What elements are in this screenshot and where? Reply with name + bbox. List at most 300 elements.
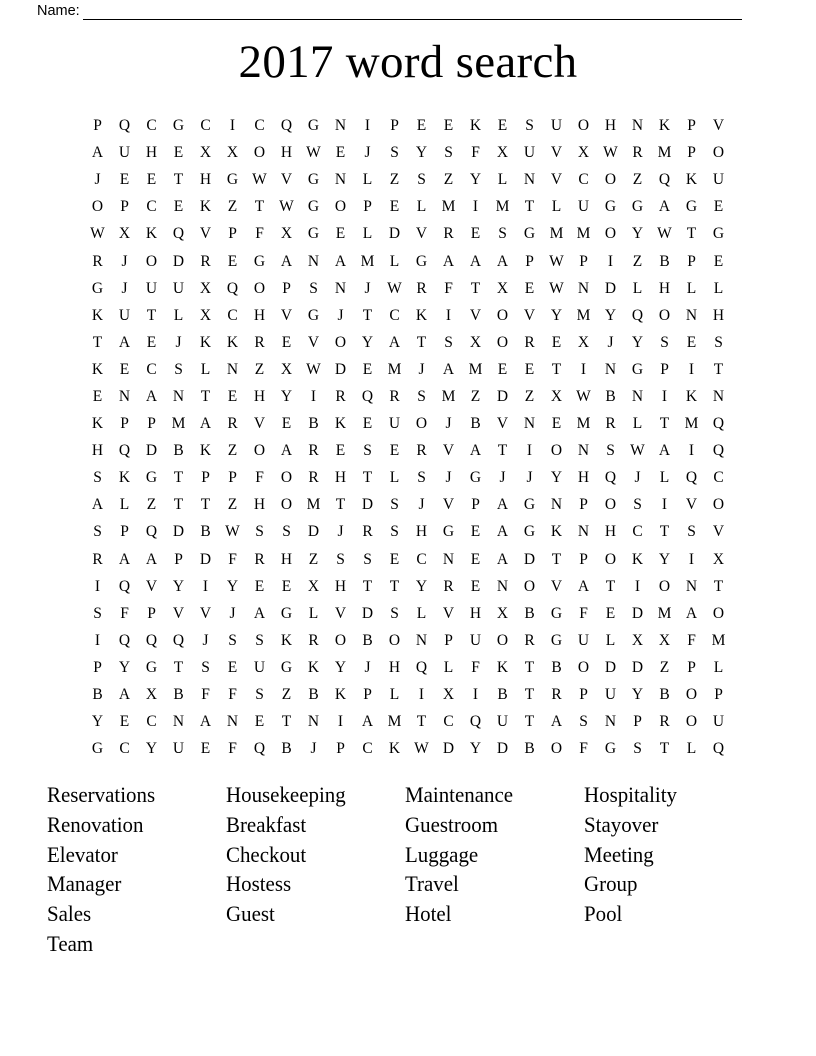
grid-letter[interactable]: V — [712, 523, 725, 541]
grid-letter[interactable]: A — [685, 604, 698, 622]
grid-letter[interactable]: P — [471, 496, 480, 514]
grid-letter[interactable]: N — [496, 577, 509, 595]
grid-letter[interactable]: M — [657, 604, 672, 622]
grid-letter[interactable]: Z — [632, 171, 643, 189]
grid-letter[interactable]: O — [496, 631, 509, 649]
grid-letter[interactable]: I — [229, 117, 236, 135]
grid-letter[interactable]: R — [416, 442, 427, 460]
grid-letter[interactable]: N — [334, 279, 347, 297]
grid-letter[interactable]: S — [498, 225, 507, 243]
grid-letter[interactable]: L — [443, 658, 454, 676]
grid-letter[interactable]: M — [711, 631, 726, 649]
grid-letter[interactable]: J — [202, 631, 209, 649]
grid-letter[interactable]: S — [93, 604, 102, 622]
grid-letter[interactable]: Q — [712, 740, 725, 758]
grid-letter[interactable]: A — [199, 713, 212, 731]
grid-letter[interactable]: T — [173, 469, 184, 487]
grid-letter[interactable]: N — [604, 713, 617, 731]
grid-letter[interactable]: P — [444, 631, 453, 649]
grid-letter[interactable]: I — [472, 198, 479, 216]
grid-letter[interactable]: L — [686, 740, 697, 758]
grid-letter[interactable]: E — [227, 658, 238, 676]
grid-letter[interactable]: G — [91, 279, 104, 297]
grid-letter[interactable]: E — [443, 117, 454, 135]
grid-letter[interactable]: X — [199, 306, 212, 324]
grid-letter[interactable]: A — [469, 252, 482, 270]
grid-letter[interactable]: O — [712, 604, 725, 622]
word-list-item[interactable]: Pool — [584, 901, 623, 927]
grid-letter[interactable]: X — [118, 225, 131, 243]
grid-letter[interactable]: S — [282, 523, 291, 541]
word-list-item[interactable]: Stayover — [584, 811, 659, 837]
grid-letter[interactable]: D — [388, 225, 401, 243]
grid-letter[interactable]: F — [228, 740, 237, 758]
grid-letter[interactable]: K — [91, 415, 104, 433]
grid-letter[interactable]: H — [604, 117, 617, 135]
grid-letter[interactable]: A — [442, 360, 455, 378]
grid-letter[interactable]: G — [685, 198, 698, 216]
grid-letter[interactable]: Z — [227, 496, 238, 514]
grid-letter[interactable]: H — [280, 144, 293, 162]
grid-letter[interactable]: U — [523, 144, 536, 162]
grid-letter[interactable]: S — [255, 686, 264, 704]
grid-letter[interactable]: P — [687, 252, 696, 270]
grid-letter[interactable]: K — [658, 117, 671, 135]
grid-letter[interactable]: S — [633, 496, 642, 514]
grid-letter[interactable]: X — [496, 604, 509, 622]
grid-letter[interactable]: G — [415, 252, 428, 270]
grid-letter[interactable]: O — [577, 658, 590, 676]
grid-letter[interactable]: Y — [280, 387, 293, 405]
grid-letter[interactable]: X — [658, 631, 671, 649]
grid-letter[interactable]: E — [686, 333, 697, 351]
grid-letter[interactable]: W — [306, 144, 321, 162]
grid-letter[interactable]: S — [606, 442, 615, 460]
word-list-item[interactable]: Travel — [405, 871, 459, 897]
grid-letter[interactable]: N — [334, 117, 347, 135]
grid-letter[interactable]: E — [335, 225, 346, 243]
grid-letter[interactable]: T — [524, 686, 535, 704]
grid-letter[interactable]: C — [389, 306, 400, 324]
grid-letter[interactable]: E — [173, 144, 184, 162]
grid-letter[interactable]: K — [631, 550, 644, 568]
grid-letter[interactable]: F — [201, 686, 210, 704]
grid-letter[interactable]: U — [604, 686, 617, 704]
grid-letter[interactable]: U — [469, 631, 482, 649]
grid-letter[interactable]: S — [390, 523, 399, 541]
grid-letter[interactable]: M — [441, 387, 456, 405]
grid-letter[interactable]: P — [687, 117, 696, 135]
grid-letter[interactable]: N — [307, 252, 320, 270]
grid-letter[interactable]: Y — [334, 658, 347, 676]
grid-letter[interactable]: A — [469, 442, 482, 460]
grid-letter[interactable]: W — [414, 740, 429, 758]
grid-letter[interactable]: L — [389, 469, 400, 487]
grid-letter[interactable]: E — [497, 360, 508, 378]
grid-letter[interactable]: E — [497, 117, 508, 135]
grid-letter[interactable]: A — [496, 550, 509, 568]
grid-letter[interactable]: F — [228, 550, 237, 568]
grid-letter[interactable]: Q — [712, 442, 725, 460]
grid-letter[interactable]: V — [496, 415, 509, 433]
grid-letter[interactable]: M — [387, 360, 402, 378]
grid-letter[interactable]: E — [524, 279, 535, 297]
grid-letter[interactable]: L — [416, 604, 427, 622]
grid-letter[interactable]: N — [604, 360, 617, 378]
grid-letter[interactable]: L — [362, 171, 373, 189]
grid-letter[interactable]: H — [604, 523, 617, 541]
grid-letter[interactable]: C — [146, 198, 157, 216]
grid-letter[interactable]: N — [631, 117, 644, 135]
grid-letter[interactable]: O — [604, 225, 617, 243]
grid-letter[interactable]: W — [279, 198, 294, 216]
grid-letter[interactable]: Y — [631, 686, 644, 704]
grid-letter[interactable]: M — [468, 360, 483, 378]
grid-letter[interactable]: L — [686, 279, 697, 297]
grid-letter[interactable]: G — [523, 496, 536, 514]
grid-letter[interactable]: T — [173, 496, 184, 514]
grid-letter[interactable]: O — [496, 333, 509, 351]
grid-letter[interactable]: P — [93, 658, 102, 676]
grid-letter[interactable]: X — [496, 279, 509, 297]
grid-letter[interactable]: Y — [415, 577, 428, 595]
grid-letter[interactable]: T — [362, 577, 373, 595]
grid-letter[interactable]: L — [713, 658, 724, 676]
grid-letter[interactable]: E — [470, 225, 481, 243]
grid-letter[interactable]: F — [579, 740, 588, 758]
grid-letter[interactable]: L — [362, 225, 373, 243]
grid-letter[interactable]: T — [389, 577, 400, 595]
grid-letter[interactable]: E — [92, 387, 103, 405]
grid-letter[interactable]: C — [362, 740, 373, 758]
grid-letter[interactable]: C — [146, 117, 157, 135]
grid-letter[interactable]: H — [199, 171, 212, 189]
grid-letter[interactable]: E — [362, 415, 373, 433]
grid-letter[interactable]: W — [90, 225, 105, 243]
grid-letter[interactable]: T — [335, 496, 346, 514]
grid-letter[interactable]: F — [120, 604, 129, 622]
grid-letter[interactable]: D — [604, 279, 617, 297]
grid-letter[interactable]: A — [496, 252, 509, 270]
word-list-item[interactable]: Group — [584, 871, 638, 897]
grid-letter[interactable]: I — [310, 387, 317, 405]
grid-letter[interactable]: V — [550, 577, 563, 595]
grid-letter[interactable]: G — [307, 171, 320, 189]
grid-letter[interactable]: M — [657, 144, 672, 162]
grid-letter[interactable]: Y — [118, 658, 131, 676]
word-list-item[interactable]: Renovation — [47, 811, 144, 837]
grid-letter[interactable]: H — [577, 469, 590, 487]
grid-letter[interactable]: Q — [145, 523, 158, 541]
grid-letter[interactable]: Q — [172, 225, 185, 243]
grid-letter[interactable]: A — [91, 496, 104, 514]
grid-letter[interactable]: N — [118, 387, 131, 405]
grid-letter[interactable]: X — [577, 144, 590, 162]
grid-letter[interactable]: M — [576, 306, 591, 324]
grid-letter[interactable]: V — [685, 496, 698, 514]
grid-letter[interactable]: L — [551, 198, 562, 216]
grid-letter[interactable]: P — [687, 658, 696, 676]
grid-letter[interactable]: D — [631, 658, 644, 676]
grid-letter[interactable]: Q — [712, 415, 725, 433]
grid-letter[interactable]: D — [334, 360, 347, 378]
grid-letter[interactable]: C — [443, 713, 454, 731]
grid-letter[interactable]: Z — [227, 198, 238, 216]
grid-letter[interactable]: E — [173, 198, 184, 216]
grid-letter[interactable]: A — [280, 442, 293, 460]
grid-letter[interactable]: B — [551, 658, 562, 676]
grid-letter[interactable]: Z — [470, 387, 481, 405]
grid-letter[interactable]: N — [577, 279, 590, 297]
grid-letter[interactable]: A — [334, 252, 347, 270]
grid-letter[interactable]: C — [254, 117, 265, 135]
grid-letter[interactable]: K — [685, 171, 698, 189]
grid-letter[interactable]: S — [417, 387, 426, 405]
grid-letter[interactable]: U — [172, 740, 185, 758]
grid-letter[interactable]: Y — [604, 306, 617, 324]
grid-letter[interactable]: A — [577, 577, 590, 595]
grid-letter[interactable]: E — [713, 198, 724, 216]
grid-letter[interactable]: D — [145, 442, 158, 460]
grid-letter[interactable]: C — [416, 550, 427, 568]
grid-letter[interactable]: N — [550, 496, 563, 514]
grid-letter[interactable]: N — [307, 713, 320, 731]
grid-letter[interactable]: X — [280, 225, 293, 243]
grid-letter[interactable]: A — [550, 713, 563, 731]
grid-letter[interactable]: S — [390, 604, 399, 622]
grid-letter[interactable]: Q — [469, 713, 482, 731]
grid-letter[interactable]: K — [118, 469, 131, 487]
grid-letter[interactable]: D — [361, 604, 374, 622]
word-list-item[interactable]: Maintenance — [405, 782, 514, 807]
grid-letter[interactable]: A — [91, 144, 104, 162]
grid-letter[interactable]: K — [550, 523, 563, 541]
grid-letter[interactable]: T — [416, 333, 427, 351]
grid-letter[interactable]: K — [334, 686, 347, 704]
grid-letter[interactable]: Z — [659, 658, 670, 676]
grid-letter[interactable]: D — [604, 658, 617, 676]
grid-letter[interactable]: N — [334, 171, 347, 189]
grid-letter[interactable]: O — [388, 631, 401, 649]
grid-letter[interactable]: A — [145, 550, 158, 568]
grid-letter[interactable]: T — [497, 442, 508, 460]
grid-letter[interactable]: V — [199, 225, 212, 243]
grid-letter[interactable]: H — [145, 144, 158, 162]
grid-letter[interactable]: D — [496, 740, 509, 758]
grid-letter[interactable]: G — [307, 306, 320, 324]
grid-letter[interactable]: R — [659, 713, 670, 731]
grid-letter[interactable]: K — [280, 631, 293, 649]
grid-letter[interactable]: Y — [550, 469, 563, 487]
grid-letter[interactable]: E — [416, 117, 427, 135]
grid-letter[interactable]: N — [523, 171, 536, 189]
grid-letter[interactable]: V — [334, 604, 347, 622]
grid-letter[interactable]: J — [364, 279, 371, 297]
grid-letter[interactable]: S — [525, 117, 534, 135]
grid-letter[interactable]: X — [199, 279, 212, 297]
grid-letter[interactable]: C — [713, 469, 724, 487]
grid-letter[interactable]: C — [578, 171, 589, 189]
grid-letter[interactable]: Q — [118, 117, 131, 135]
word-list-item[interactable]: Guest — [226, 901, 275, 927]
grid-letter[interactable]: Y — [658, 550, 671, 568]
grid-letter[interactable]: J — [337, 523, 344, 541]
grid-letter[interactable]: J — [94, 171, 101, 189]
grid-letter[interactable]: S — [363, 550, 372, 568]
grid-letter[interactable]: V — [469, 306, 482, 324]
grid-letter[interactable]: K — [685, 387, 698, 405]
grid-letter[interactable]: R — [524, 631, 535, 649]
grid-letter[interactable]: G — [712, 225, 725, 243]
grid-letter[interactable]: S — [444, 333, 453, 351]
grid-letter[interactable]: P — [147, 415, 156, 433]
grid-letter[interactable]: O — [658, 306, 671, 324]
grid-letter[interactable]: Z — [254, 360, 265, 378]
grid-letter[interactable]: B — [524, 740, 535, 758]
grid-letter[interactable]: E — [551, 415, 562, 433]
grid-letter[interactable]: T — [254, 198, 265, 216]
grid-letter[interactable]: L — [659, 469, 670, 487]
grid-letter[interactable]: O — [658, 577, 671, 595]
grid-letter[interactable]: J — [607, 333, 614, 351]
grid-letter[interactable]: F — [687, 631, 696, 649]
grid-letter[interactable]: S — [417, 171, 426, 189]
grid-letter[interactable]: B — [497, 686, 508, 704]
grid-letter[interactable]: U — [253, 658, 266, 676]
grid-letter[interactable]: Y — [172, 577, 185, 595]
grid-letter[interactable]: M — [576, 225, 591, 243]
grid-letter[interactable]: C — [632, 523, 643, 541]
grid-letter[interactable]: T — [713, 360, 724, 378]
grid-letter[interactable]: O — [253, 144, 266, 162]
grid-letter[interactable]: V — [550, 144, 563, 162]
grid-letter[interactable]: R — [362, 523, 373, 541]
grid-letter[interactable]: T — [524, 658, 535, 676]
grid-letter[interactable]: O — [550, 740, 563, 758]
grid-letter[interactable]: A — [361, 713, 374, 731]
grid-letter[interactable]: X — [307, 577, 320, 595]
grid-letter[interactable]: G — [307, 117, 320, 135]
grid-letter[interactable]: G — [550, 604, 563, 622]
grid-letter[interactable]: Q — [604, 469, 617, 487]
grid-letter[interactable]: M — [549, 225, 564, 243]
grid-letter[interactable]: J — [445, 469, 452, 487]
grid-letter[interactable]: N — [577, 523, 590, 541]
grid-letter[interactable]: I — [337, 713, 344, 731]
grid-letter[interactable]: E — [227, 252, 238, 270]
grid-letter[interactable]: I — [634, 577, 641, 595]
grid-letter[interactable]: Y — [415, 144, 428, 162]
grid-letter[interactable]: G — [145, 469, 158, 487]
grid-letter[interactable]: M — [171, 415, 186, 433]
grid-letter[interactable]: G — [631, 198, 644, 216]
grid-letter[interactable]: G — [280, 604, 293, 622]
grid-letter[interactable]: J — [418, 360, 425, 378]
grid-letter[interactable]: P — [525, 252, 534, 270]
grid-letter[interactable]: O — [334, 333, 347, 351]
grid-letter[interactable]: V — [712, 117, 725, 135]
grid-letter[interactable]: T — [686, 225, 697, 243]
grid-letter[interactable]: T — [362, 306, 373, 324]
grid-letter[interactable]: E — [524, 360, 535, 378]
grid-letter[interactable]: Y — [145, 740, 158, 758]
grid-letter[interactable]: Q — [361, 387, 374, 405]
word-list-item[interactable]: Team — [47, 930, 94, 956]
grid-letter[interactable]: V — [172, 604, 185, 622]
grid-letter[interactable]: G — [307, 225, 320, 243]
grid-letter[interactable]: K — [415, 306, 428, 324]
grid-letter[interactable]: O — [604, 550, 617, 568]
grid-letter[interactable]: X — [550, 387, 563, 405]
grid-letter[interactable]: Z — [146, 496, 157, 514]
grid-letter[interactable]: S — [174, 360, 183, 378]
grid-letter[interactable]: L — [389, 252, 400, 270]
grid-letter[interactable]: R — [632, 144, 643, 162]
name-input-blank[interactable] — [83, 4, 742, 20]
grid-letter[interactable]: T — [200, 387, 211, 405]
grid-letter[interactable]: P — [336, 740, 345, 758]
grid-letter[interactable]: K — [388, 740, 401, 758]
grid-letter[interactable]: O — [712, 496, 725, 514]
grid-letter[interactable]: H — [658, 279, 671, 297]
grid-letter[interactable]: G — [523, 225, 536, 243]
word-list-item[interactable]: Guestroom — [405, 811, 498, 837]
grid-letter[interactable]: N — [172, 387, 185, 405]
grid-letter[interactable]: D — [631, 604, 644, 622]
grid-letter[interactable]: B — [281, 740, 292, 758]
grid-letter[interactable]: R — [524, 333, 535, 351]
grid-letter[interactable]: P — [147, 604, 156, 622]
grid-letter[interactable]: G — [550, 631, 563, 649]
grid-letter[interactable]: E — [335, 144, 346, 162]
grid-letter[interactable]: K — [334, 415, 347, 433]
grid-letter[interactable]: P — [579, 686, 588, 704]
grid-letter[interactable]: R — [551, 686, 562, 704]
grid-letter[interactable]: A — [442, 252, 455, 270]
grid-letter[interactable]: E — [200, 740, 211, 758]
grid-letter[interactable]: G — [604, 740, 617, 758]
grid-letter[interactable]: V — [199, 604, 212, 622]
grid-letter[interactable]: V — [280, 171, 293, 189]
grid-letter[interactable]: H — [253, 387, 266, 405]
grid-letter[interactable]: G — [523, 523, 536, 541]
grid-letter[interactable]: P — [282, 279, 291, 297]
grid-letter[interactable]: O — [280, 496, 293, 514]
grid-letter[interactable]: Q — [658, 171, 671, 189]
grid-letter[interactable]: Q — [118, 577, 131, 595]
grid-letter[interactable]: Q — [118, 442, 131, 460]
grid-letter[interactable]: E — [389, 198, 400, 216]
grid-letter[interactable]: R — [92, 550, 103, 568]
grid-letter[interactable]: P — [228, 225, 237, 243]
grid-letter[interactable]: I — [94, 631, 101, 649]
grid-letter[interactable]: U — [388, 415, 401, 433]
grid-letter[interactable]: T — [524, 198, 535, 216]
grid-letter[interactable]: P — [363, 686, 372, 704]
grid-letter[interactable]: Y — [469, 171, 482, 189]
grid-letter[interactable]: A — [118, 333, 131, 351]
grid-letter[interactable]: V — [442, 496, 455, 514]
grid-letter[interactable]: N — [577, 442, 590, 460]
grid-letter[interactable]: T — [146, 306, 157, 324]
grid-letter[interactable]: J — [121, 252, 128, 270]
grid-letter[interactable]: K — [469, 117, 482, 135]
grid-letter[interactable]: I — [202, 577, 209, 595]
grid-letter[interactable]: U — [118, 144, 131, 162]
grid-letter[interactable]: O — [280, 469, 293, 487]
grid-letter[interactable]: H — [712, 306, 725, 324]
grid-letter[interactable]: B — [659, 686, 670, 704]
